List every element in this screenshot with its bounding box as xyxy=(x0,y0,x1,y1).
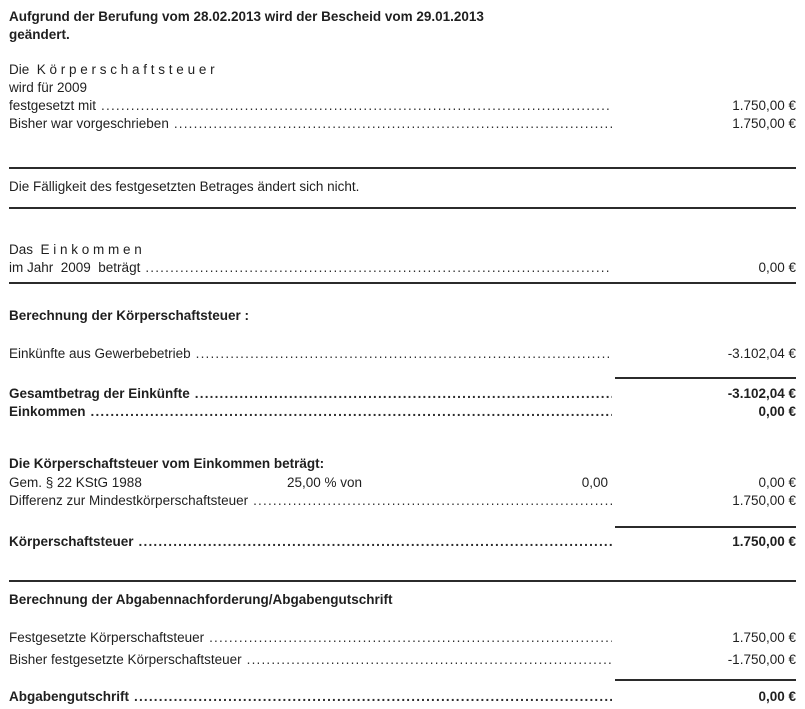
row-amount: 0,00 € xyxy=(758,475,796,490)
dotted-leader xyxy=(145,259,612,277)
row-label: festgesetzt mit xyxy=(9,98,97,113)
row-label: Bisher festgesetzte Körperschaftsteuer xyxy=(9,652,242,667)
intro-line-2: geändert. xyxy=(9,27,70,42)
kst-festsetzung-subtitle: wird für 2009 xyxy=(9,80,88,95)
section-heading-berechnung-kst: Berechnung der Körperschaftsteuer : xyxy=(9,308,250,323)
table-row xyxy=(9,492,796,510)
table-row-total xyxy=(9,403,796,421)
row-label: Einkommen xyxy=(9,404,86,419)
tax-rate: 25,00 % von xyxy=(287,475,363,490)
row-amount: 1.750,00 € xyxy=(732,493,796,508)
dotted-leader xyxy=(196,345,612,363)
sum-line xyxy=(615,679,796,681)
row-amount: -3.102,04 € xyxy=(727,386,796,401)
sum-line xyxy=(615,377,796,379)
dotted-leader xyxy=(247,651,612,669)
dotted-leader xyxy=(195,385,612,403)
table-row-gem-22-kstg xyxy=(9,474,796,492)
table-row-total xyxy=(9,385,796,403)
row-label: Festgesetzte Körperschaftsteuer xyxy=(9,630,205,645)
row-label: Differenz zur Mindestkörperschaftsteuer xyxy=(9,493,249,508)
section-heading-abgaben: Berechnung der Abgabennachforderung/Abgabengutschrift xyxy=(9,592,393,607)
table-row xyxy=(9,345,796,363)
tax-base: 0,00 xyxy=(581,475,608,490)
einkommen-title: Das E i n k o m m e n xyxy=(9,242,142,257)
table-row xyxy=(9,651,796,669)
kst-festsetzung-block xyxy=(9,61,796,133)
row-label: im Jahr 2009 beträgt xyxy=(9,260,141,275)
separator-line xyxy=(9,167,796,169)
section-heading-kst-vom-einkommen: Die Körperschaftsteuer vom Einkommen beträgt: xyxy=(9,456,325,471)
separator-line xyxy=(9,580,796,582)
kst-festsetzung-title: Die K ö r p e r s c h a f t s t e u e r xyxy=(9,62,215,77)
dotted-leader xyxy=(91,403,612,421)
row-amount: 0,00 € xyxy=(758,689,796,704)
intro-line-1: Aufgrund der Berufung vom 28.02.2013 wird der Bescheid vom 29.01.2013 xyxy=(9,9,484,24)
intro-paragraph xyxy=(9,8,796,44)
dotted-leader xyxy=(174,115,612,133)
dotted-leader xyxy=(253,492,612,510)
table-row xyxy=(9,97,796,115)
row-label: Einkünfte aus Gewerbebetrieb xyxy=(9,346,191,361)
dotted-leader xyxy=(134,688,612,706)
row-amount: -1.750,00 € xyxy=(727,652,796,667)
dotted-leader xyxy=(209,629,612,647)
table-row xyxy=(9,259,796,277)
row-label: Gem. § 22 KStG 1988 xyxy=(9,475,142,490)
separator-line xyxy=(9,207,796,209)
row-amount: 0,00 € xyxy=(758,260,796,275)
separator-line xyxy=(9,282,796,284)
row-amount: 1.750,00 € xyxy=(732,116,796,131)
table-row-total xyxy=(9,688,796,706)
row-label: Körperschaftsteuer xyxy=(9,534,134,549)
row-amount: 0,00 € xyxy=(758,404,796,419)
table-row xyxy=(9,115,796,133)
sum-line xyxy=(615,526,796,528)
einkommen-block xyxy=(9,241,796,277)
dotted-leader xyxy=(101,97,612,115)
row-label: Gesamtbetrag der Einkünfte xyxy=(9,386,190,401)
faelligkeit-note: Die Fälligkeit des festgesetzten Betrages ändert sich nicht. xyxy=(9,179,360,194)
row-label: Abgabengutschrift xyxy=(9,689,129,704)
row-amount: 1.750,00 € xyxy=(732,98,796,113)
dotted-leader xyxy=(139,533,612,551)
row-label: Bisher war vorgeschrieben xyxy=(9,116,169,131)
table-row-total xyxy=(9,533,796,551)
table-row xyxy=(9,629,796,647)
row-amount: -3.102,04 € xyxy=(727,346,796,361)
row-amount: 1.750,00 € xyxy=(732,630,796,645)
row-amount: 1.750,00 € xyxy=(732,534,796,549)
